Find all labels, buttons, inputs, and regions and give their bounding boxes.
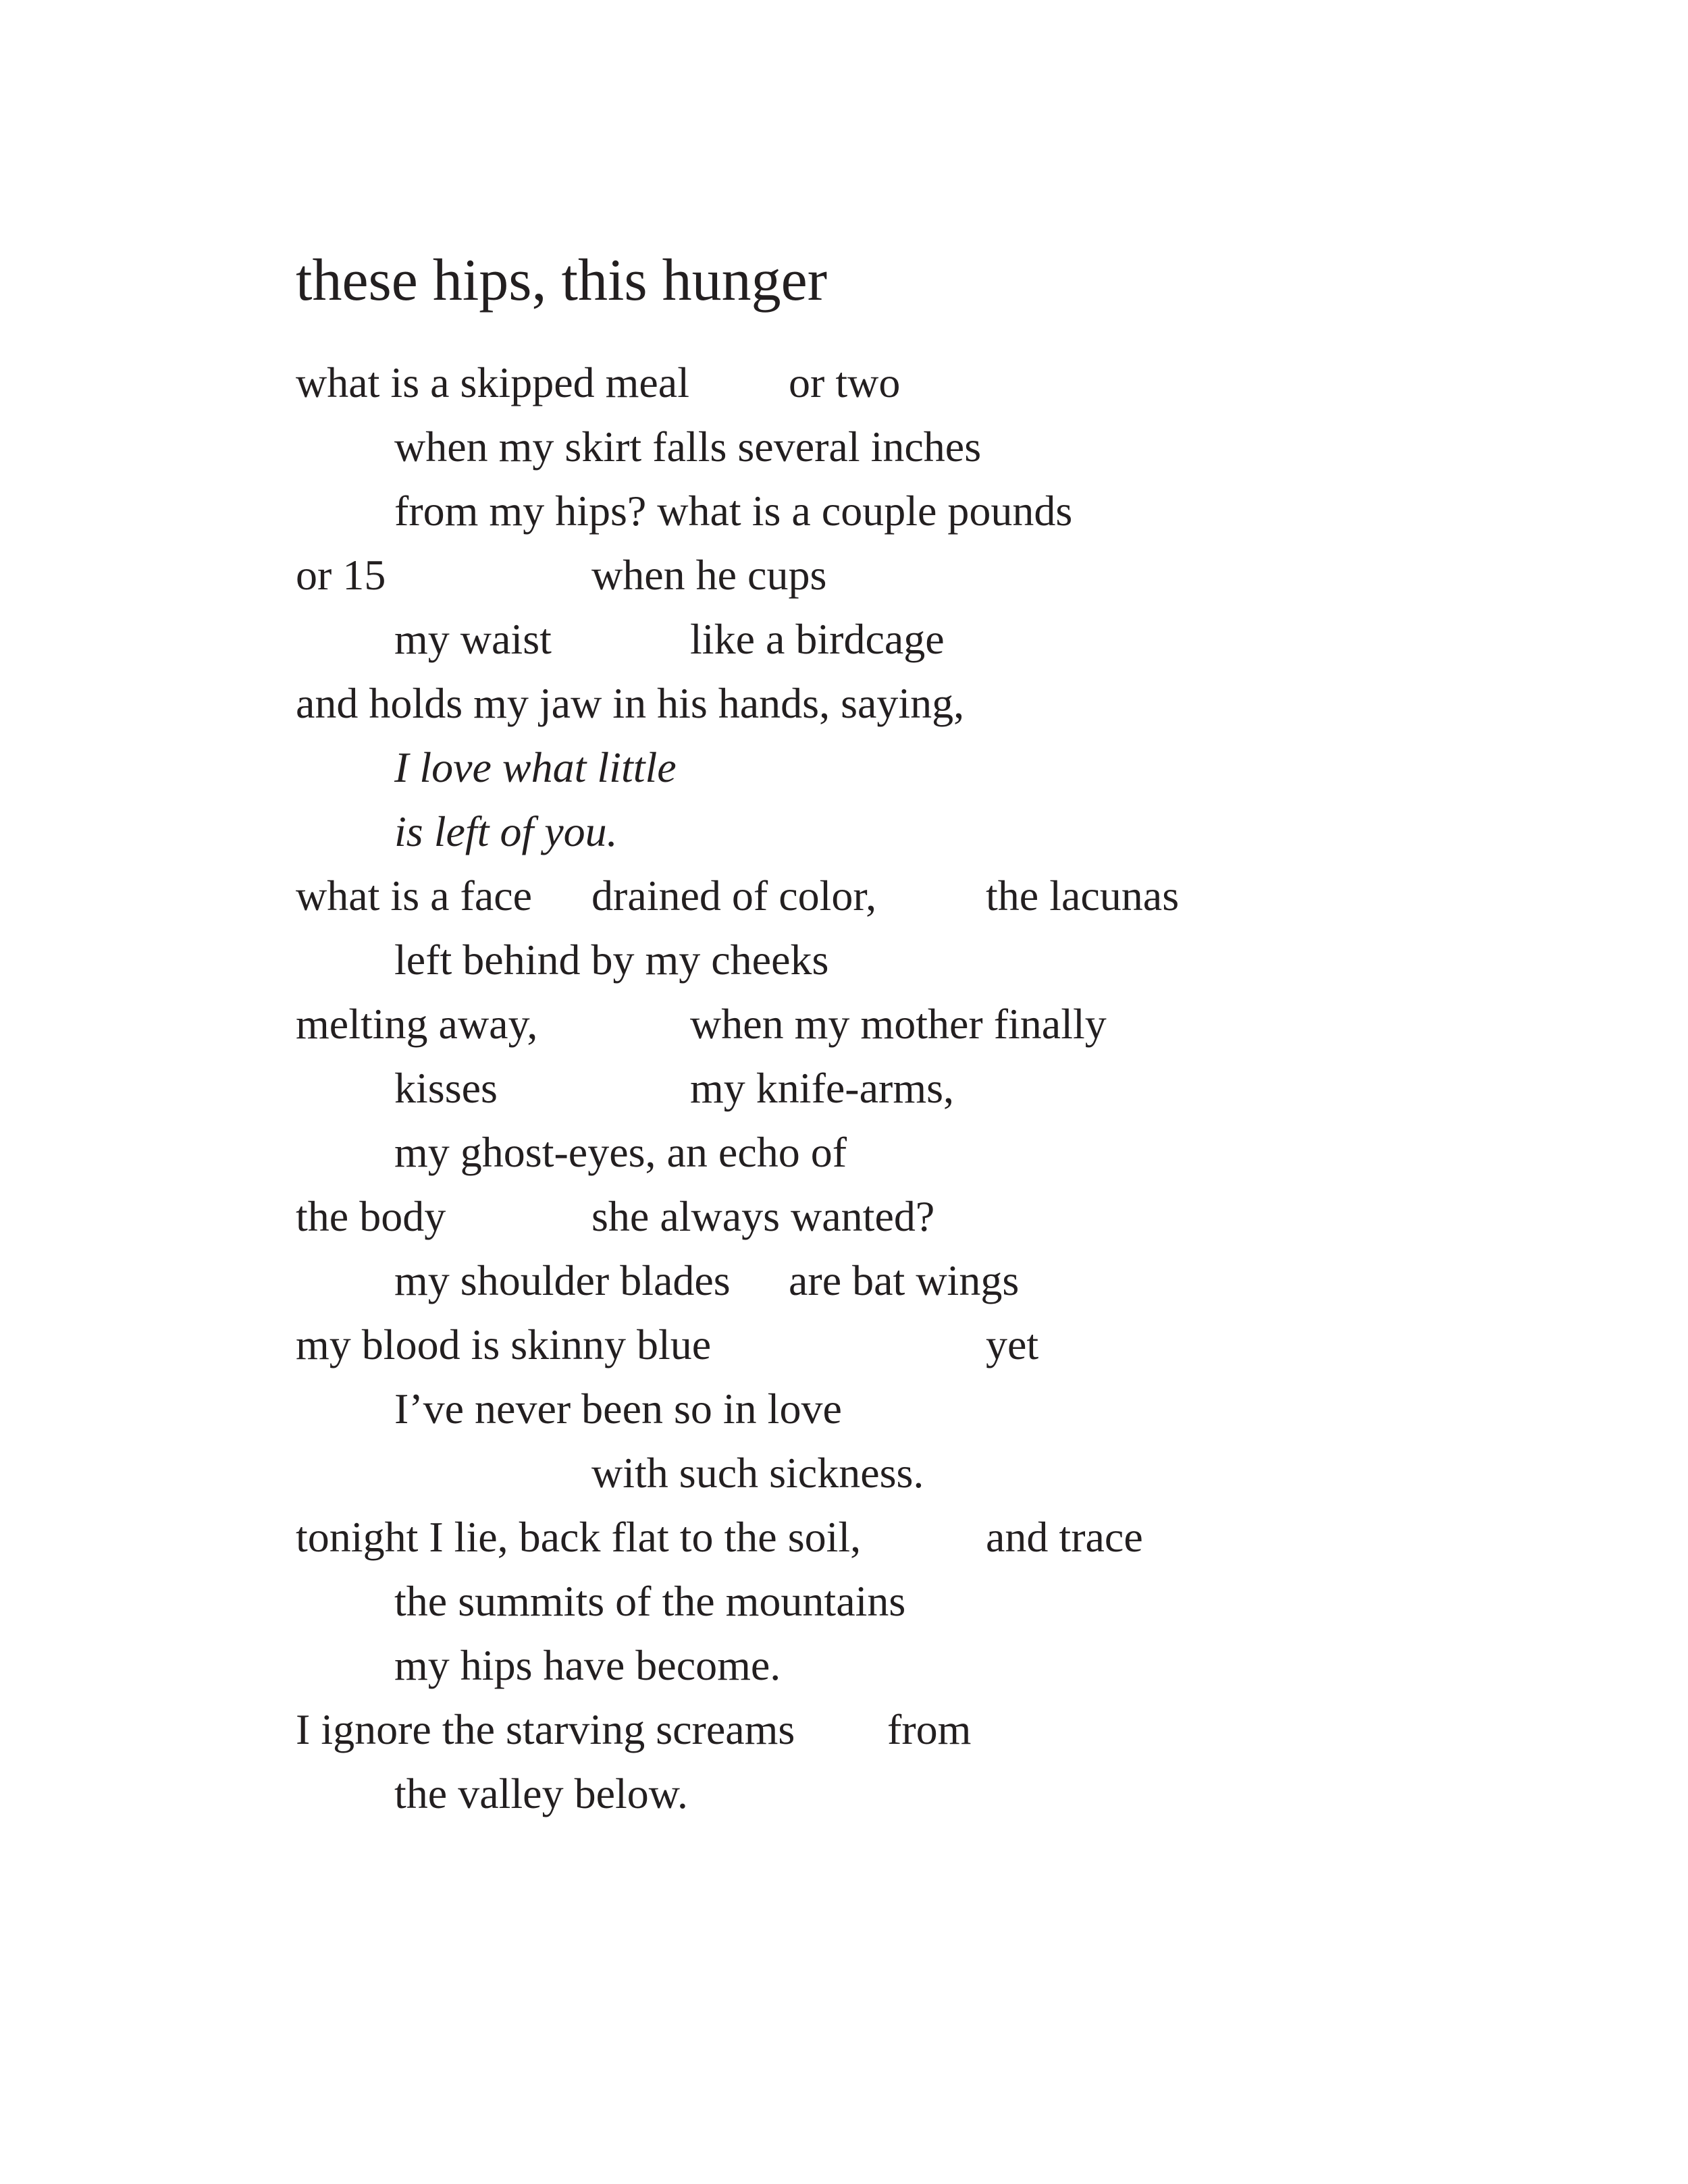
poem-line-23: the valley below. bbox=[394, 1769, 688, 1817]
poem-line-16-segment-2: yet bbox=[986, 1321, 1039, 1368]
poem-line-6: and holds my jaw in his hands, saying, bbox=[296, 679, 965, 727]
poem-line-13: my ghost-eyes, an echo of bbox=[394, 1128, 847, 1176]
poem-line-19-segment-2: and trace bbox=[986, 1513, 1143, 1561]
poem-line-20: the summits of the mountains bbox=[394, 1577, 906, 1625]
poem-line-10: left behind by my cheeks bbox=[394, 936, 829, 984]
poem-line-3: from my hips? what is a couple pounds bbox=[394, 487, 1073, 535]
poem-line-22-segment-1: I ignore the starving screams bbox=[296, 1705, 795, 1753]
poem-line-2: when my skirt falls several inches bbox=[394, 423, 982, 471]
poem-line-1-segment-1: what is a skipped meal bbox=[296, 358, 689, 406]
poem-line-11-segment-2: when my mother finally bbox=[690, 1000, 1107, 1048]
poem-line-9-segment-1: what is a face bbox=[296, 872, 533, 920]
poem-line-15-segment-2: are bat wings bbox=[789, 1256, 1020, 1304]
poem-line-12-segment-2: my knife-arms, bbox=[690, 1064, 954, 1112]
poem-line-16-segment-1: my blood is skinny blue bbox=[296, 1321, 712, 1368]
poem-line-8-italic: is left of you. bbox=[394, 807, 618, 855]
poem-line-4-segment-1: or 15 bbox=[296, 551, 386, 599]
poem-line-18: with such sickness. bbox=[591, 1449, 924, 1497]
poem-line-14-segment-1: the body bbox=[296, 1192, 446, 1240]
poem-line-14-segment-2: she always wanted? bbox=[591, 1192, 935, 1240]
poem-line-1-segment-2: or two bbox=[789, 358, 901, 406]
poem-line-5-segment-2: like a birdcage bbox=[690, 615, 945, 663]
poem-line-9-segment-3: the lacunas bbox=[986, 872, 1180, 920]
poem-line-9-segment-2: drained of color, bbox=[591, 872, 877, 920]
poem-line-7-italic: I love what little bbox=[394, 743, 677, 791]
poem-line-12-segment-1: kisses bbox=[394, 1064, 498, 1112]
poem-line-5-segment-1: my waist bbox=[394, 615, 552, 663]
poem-line-22-segment-2: from bbox=[887, 1705, 972, 1753]
poem-line-21: my hips have become. bbox=[394, 1641, 781, 1689]
poem-line-15-segment-1: my shoulder blades bbox=[394, 1256, 731, 1304]
poem-line-11-segment-1: melting away, bbox=[296, 1000, 538, 1048]
poem-line-19-segment-1: tonight I lie, back flat to the soil, bbox=[296, 1513, 862, 1561]
poem-title: these hips, this hunger bbox=[296, 248, 828, 313]
poem-line-4-segment-2: when he cups bbox=[591, 551, 827, 599]
poem-line-17: I’ve never been so in love bbox=[394, 1385, 842, 1433]
